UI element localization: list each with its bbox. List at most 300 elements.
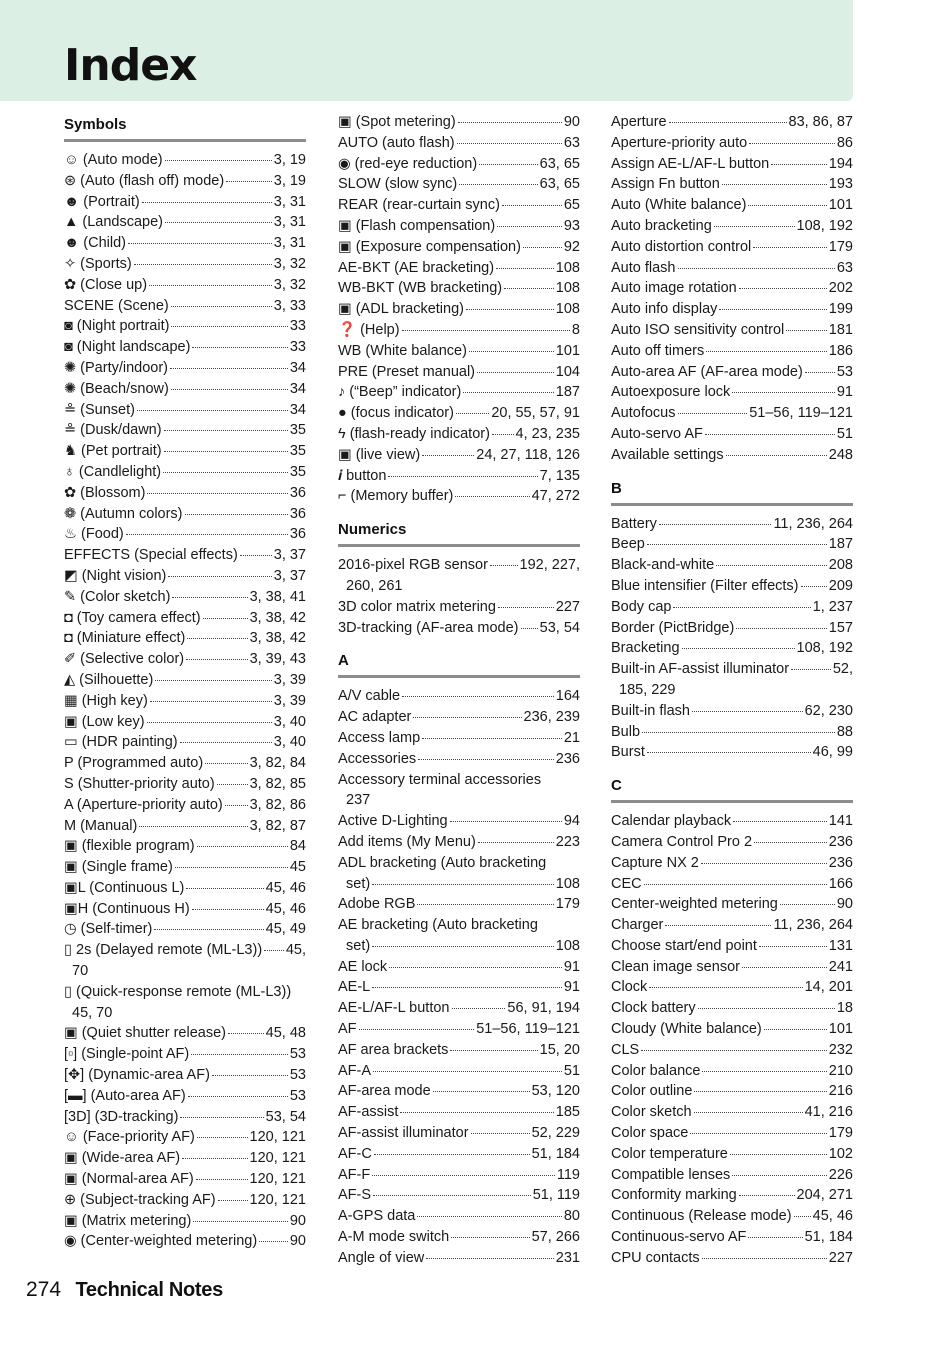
index-entry [64,753,306,774]
entry-pages: 120, 121 [249,1191,306,1208]
index-entry [611,1185,853,1206]
index-entry [64,816,306,837]
index-entry [611,936,853,957]
leader-dots [771,163,827,165]
entry-term: ✎ (Color sketch) [64,588,171,605]
entry-term: ▦ (High key) [64,692,148,709]
index-entry [611,341,853,362]
leader-dots [705,433,835,435]
entry-pages: 65 [563,197,580,214]
entry-pages: 120, 121 [249,1171,306,1188]
index-entry [611,278,853,299]
leader-dots [180,1116,263,1118]
entry-term: ▣ (Normal-area AF) [64,1171,194,1188]
index-entry [64,670,306,691]
entry-pages: 3, 39, 43 [249,651,306,668]
entry-pages-continued: 45, 70 [72,1004,113,1021]
entry-term: A/V cable [338,688,401,705]
index-entry [338,1081,580,1102]
entry-term: ❁ (Autumn colors) [64,505,183,522]
entry-pages: 101 [828,197,853,214]
index-entry [611,722,853,743]
leader-dots [649,986,802,988]
index-entry [611,701,853,722]
leader-dots [186,887,263,889]
entry-term: Aperture-priority auto [611,134,748,151]
index-entry [64,795,306,816]
leader-dots [191,1053,288,1055]
index-entry [64,857,306,878]
leader-dots [659,523,772,525]
entry-term: Continuous-servo AF [611,1229,747,1246]
entry-pages: 3, 38, 42 [249,630,306,647]
entry-term: ▣ (Exposure compensation) [338,238,521,255]
leader-dots [764,1028,827,1030]
entry-pages: 3, 38, 42 [249,609,306,626]
index-entry [611,832,853,853]
index-entry [338,154,580,175]
entry-pages: 179 [828,238,853,255]
entry-term: Auto (White balance) [611,197,747,214]
index-entry [611,618,853,639]
index-column-3 [611,112,853,1269]
leader-dots [647,751,811,753]
leader-dots [477,371,554,373]
entry-pages: 51, 119 [532,1187,580,1204]
leader-dots [469,350,554,352]
index-entry [611,299,853,320]
entry-term: Auto distortion control [611,238,752,255]
leader-dots [726,454,827,456]
leader-dots [641,1049,827,1051]
entry-term: ▣ (Single frame) [64,859,173,876]
index-entry [338,424,580,445]
leader-dots [496,267,554,269]
entry-term: Auto flash [611,259,676,276]
index-entry [611,874,853,895]
entry-term: Capture NX 2 [611,854,699,871]
leader-dots [742,966,827,968]
entry-term: CLS [611,1041,640,1058]
leader-dots [455,495,529,497]
leader-dots [193,1220,288,1222]
index-entry [338,770,580,791]
index-entry [611,445,853,466]
entry-list [611,514,853,764]
leader-dots [128,242,272,244]
leader-dots [682,647,795,649]
entry-term: AF-area mode [338,1083,431,1100]
leader-dots [504,287,554,289]
index-entry-continuation [64,961,306,982]
index-entry [338,1227,580,1248]
entry-pages: 179 [828,1125,853,1142]
entry-pages: 62, 230 [804,702,853,719]
section-heading: B [611,476,853,506]
leader-dots [203,617,248,619]
page-footer [26,1276,223,1304]
entry-term: ◘ (Miniature effect) [64,630,186,647]
entry-term: Autoexposure lock [611,384,731,401]
index-entry [64,628,306,649]
leader-dots [155,679,271,681]
entry-pages: 91 [836,384,853,401]
index-entry [64,1044,306,1065]
entry-pages: 53 [289,1087,306,1104]
leader-dots [647,543,827,545]
entry-term: ▣ (Flash compensation) [338,217,496,234]
index-entry [338,299,580,320]
leader-dots [402,329,570,331]
index-entry [611,1206,853,1227]
entry-term: ▣L (Continuous L) [64,879,185,896]
leader-dots [733,820,827,822]
entry-term: ✿ (Close up) [64,276,148,293]
entry-term: Access lamp [338,729,421,746]
entry-term: ϟ (flash-ready indicator) [338,425,490,442]
index-entry [64,275,306,296]
leader-dots [794,1215,811,1217]
leader-dots [422,454,474,456]
entry-pages: 236 [828,854,853,871]
leader-dots [259,1240,288,1242]
entry-pages: 51, 184 [804,1229,853,1246]
leader-dots [642,731,835,733]
entry-term: [✥] (Dynamic-area AF) [64,1067,210,1084]
leader-dots [372,1174,555,1176]
entry-pages: 210 [828,1062,853,1079]
entry-term: Clock battery [611,1000,696,1017]
entry-term: Color outline [611,1083,693,1100]
entry-term: Active D-Lighting [338,813,448,830]
entry-pages: 157 [828,619,853,636]
leader-dots [450,1049,537,1051]
leader-dots [168,575,271,577]
index-entry [64,1065,306,1086]
leader-dots [694,1090,826,1092]
index-entry [64,254,306,275]
leader-dots [451,1236,529,1238]
entry-pages: 185 [555,1104,580,1121]
entry-pages: 3, 40 [273,713,306,730]
entry-pages: 216 [828,1083,853,1100]
entry-pages: 90 [563,114,580,130]
entry-pages: 51–56, 119–121 [476,1021,580,1038]
entry-pages: 3, 82, 85 [249,775,306,792]
leader-dots [732,1174,827,1176]
section-heading: Numerics [338,517,580,547]
entry-term: Color space [611,1125,689,1142]
entry-pages: 4, 23, 235 [515,425,580,442]
entry-pages: 35 [289,422,306,439]
leader-dots [172,596,247,598]
index-entry [611,915,853,936]
entry-term: ≗ (Sunset) [64,401,135,418]
entry-term: Clean image sensor [611,958,740,975]
leader-dots [264,949,284,951]
index-entry-continuation [64,1003,306,1024]
entry-term: ♞ (Pet portrait) [64,443,162,460]
index-entry [64,836,306,857]
entry-term: Assign AE-L/AF-L button [611,155,770,172]
entry-pages: 187 [555,384,580,401]
leader-dots [188,1095,288,1097]
entry-pages: 108 [555,301,580,318]
entry-pages: 3, 32 [273,255,306,272]
entry-term: ▣ (Quiet shutter release) [64,1025,226,1042]
leader-dots [457,142,562,144]
index-entry [338,216,580,237]
index-entry [338,1248,580,1269]
entry-term: Choose start/end point [611,937,757,954]
leader-dots [739,1194,795,1196]
entry-term: ✧ (Sports) [64,255,132,272]
entry-term: AUTO (auto flash) [338,134,455,151]
entry-pages: 227 [828,1249,853,1266]
entry-pages: 15, 20 [539,1041,580,1058]
entry-term: Auto bracketing [611,217,712,234]
entry-term: AF [338,1021,357,1038]
entry-pages: 53 [289,1046,306,1063]
entry-term: 3D-tracking (AF-area mode) [338,619,519,636]
leader-dots [372,986,562,988]
leader-dots [692,710,803,712]
index-entry [611,320,853,341]
entry-term: Camera Control Pro 2 [611,833,753,850]
index-entry [338,1206,580,1227]
entry-pages: 131 [828,937,853,954]
entry-term: ▣ (live view) [338,446,421,463]
entry-pages: 34 [289,380,306,397]
entry-term: ● (focus indicator) [338,405,454,422]
entry-term: Accessories [338,750,417,767]
leader-dots [225,804,248,806]
index-entry [338,278,580,299]
index-entry [64,899,306,920]
entry-pages: 63, 65 [539,155,580,172]
entry-pages: 88 [836,723,853,740]
index-entry-continuation [338,936,580,957]
index-entry [64,420,306,441]
leader-dots [644,883,827,885]
entry-term: Battery [611,515,657,532]
leader-dots [452,1007,506,1009]
leader-dots [180,741,272,743]
leader-dots [147,721,272,723]
index-entry [338,1165,580,1186]
index-entry [338,832,580,853]
entry-term: ⊕ (Subject-tracking AF) [64,1191,216,1208]
leader-dots [748,1236,802,1238]
index-entry [64,233,306,254]
index-entry [338,1102,580,1123]
index-entry [338,382,580,403]
entry-term: P (Programmed auto) [64,755,204,772]
leader-dots [698,1007,835,1009]
leader-dots [187,637,247,639]
index-entry [611,514,853,535]
index-entry [338,894,580,915]
index-entry [611,576,853,597]
entry-pages: 3, 82, 86 [249,796,306,813]
leader-dots [521,627,538,629]
entry-term: CPU contacts [611,1249,700,1266]
index-entry [64,1086,306,1107]
entry-pages: 236 [555,750,580,767]
leader-dots [150,700,272,702]
leader-dots [759,945,827,947]
entry-pages: 236, 239 [523,709,580,726]
index-entry [64,940,306,961]
entry-term: ▭ (HDR painting) [64,734,178,751]
entry-pages: 120, 121 [249,1129,306,1146]
index-entry [611,112,853,133]
leader-dots [171,305,272,307]
entry-term: Charger [611,917,664,934]
entry-pages: 93 [563,217,580,234]
leader-dots [212,1074,288,1076]
index-entry [611,1040,853,1061]
entry-pages: 3, 31 [273,193,306,210]
leader-dots [388,475,537,477]
entry-term: ▣ (flexible program) [64,838,195,855]
index-entry [64,483,306,504]
index-entry [611,237,853,258]
entry-list [338,686,580,1268]
entry-term: ≗ (Dusk/dawn) [64,422,162,439]
index-entry [611,1123,853,1144]
index-entry [611,957,853,978]
entry-term: Auto info display [611,301,718,318]
index-entry [611,853,853,874]
index-entry [338,466,580,487]
entry-pages: 226 [828,1166,853,1183]
entry-term-continued: set) [346,875,371,892]
entry-pages: 202 [828,280,853,297]
entry-term: ☻ (Child) [64,235,126,252]
entry-pages: 34 [289,401,306,418]
index-entry [338,707,580,728]
index-entry [64,441,306,462]
entry-term: AE lock [338,958,388,975]
entry-term: PRE (Preset manual) [338,363,475,380]
entry-list [611,811,853,1269]
index-entry [611,258,853,279]
leader-dots [478,841,554,843]
entry-pages: 108, 192 [796,640,853,657]
index-entry [338,195,580,216]
index-entry [64,566,306,587]
entry-pages: 90 [836,896,853,913]
entry-pages: 101 [828,1021,853,1038]
entry-term: Continuous (Release mode) [611,1208,792,1225]
leader-dots [669,121,787,123]
leader-dots [433,1090,530,1092]
section-name: Technical Notes [75,1279,223,1301]
leader-dots [139,825,247,827]
leader-dots [463,391,554,393]
index-entry [64,337,306,358]
leader-dots [149,284,272,286]
leader-dots [196,1178,248,1180]
entry-term: ▣ (Matrix metering) [64,1212,192,1229]
entry-term: Blue intensifier (Filter effects) [611,577,799,594]
leader-dots [192,346,287,348]
leader-dots [739,287,827,289]
leader-dots [373,1070,562,1072]
entry-term: ▣ (Low key) [64,713,145,730]
entry-term: ▯ (Quick-response remote (ML-L3)) [64,983,292,1000]
leader-dots [714,225,795,227]
entry-pages: 204, 271 [796,1187,853,1204]
index-entry [64,691,306,712]
entry-term: AE-L/AF-L button [338,1000,450,1017]
index-entry [338,853,580,874]
index-entry [338,555,580,576]
entry-term: ◩ (Night vision) [64,567,167,584]
leader-dots [228,1032,264,1034]
entry-pages: 8 [571,321,580,338]
leader-dots [736,627,827,629]
entry-term: Body cap [611,598,672,615]
index-entry [338,1040,580,1061]
entry-pages: 248 [828,446,853,463]
entry-pages: 187 [828,536,853,553]
index-entry [64,316,306,337]
entry-term: Beep [611,536,645,553]
entry-term: Color balance [611,1062,701,1079]
index-entry-continuation [338,874,580,895]
index-entry [64,1127,306,1148]
entry-term: Built-in flash [611,702,690,719]
entry-term: Assign Fn button [611,176,720,193]
entry-list [64,150,306,1252]
entry-term: WB-BKT (WB bracketing) [338,280,503,297]
entry-term: AF-A [338,1062,372,1079]
leader-dots [217,783,248,785]
index-entry [64,212,306,233]
entry-pages: 18 [836,1000,853,1017]
entry-term: ◷ (Self-timer) [64,921,153,938]
entry-term: AE-BKT (AE bracketing) [338,259,495,276]
leader-dots [701,862,827,864]
entry-term: ▣ (ADL bracketing) [338,301,464,318]
index-entry [64,982,306,1003]
entry-list [611,112,853,466]
entry-pages: 102 [828,1145,853,1162]
index-entry [64,150,306,171]
entry-pages: 90 [289,1233,306,1250]
index-entry [64,462,306,483]
entry-term: Black-and-white [611,557,715,574]
entry-pages: 20, 55, 57, 91 [491,405,580,422]
leader-dots [459,183,537,185]
index-entry [64,171,306,192]
leader-dots [456,412,489,414]
entry-term: AF area brackets [338,1041,449,1058]
entry-term: AF-S [338,1187,372,1204]
index-entry [338,112,580,133]
entry-pages-continued: 237 [346,792,371,809]
entry-term: Autofocus [611,405,676,422]
index-entry [64,1231,306,1252]
entry-pages: 35 [289,443,306,460]
entry-pages: 193 [828,176,853,193]
entry-pages: 36 [289,526,306,543]
entry-term: ▯ 2s (Delayed remote (ML-L3)) [64,942,263,959]
index-entry [64,919,306,940]
leader-dots [147,492,287,494]
